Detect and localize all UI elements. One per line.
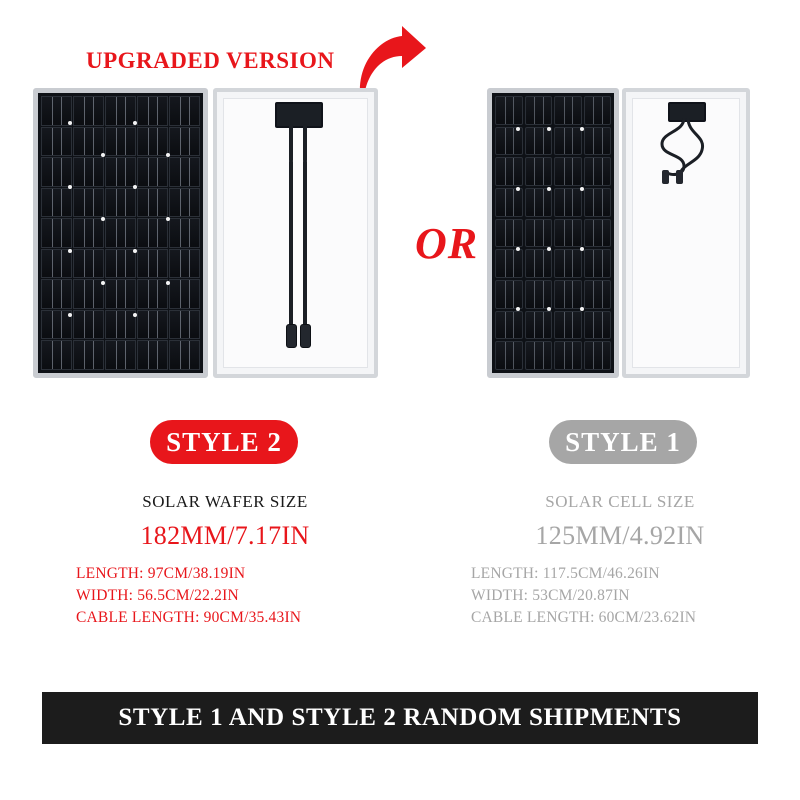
solar-cell [73,279,104,309]
solar-cell [169,157,200,187]
style-2-spec-block [60,492,390,629]
solar-cell [584,127,612,156]
coiled-cable-icon [654,116,724,186]
random-shipment-banner [42,692,758,744]
or-separator-label: OR [415,219,479,268]
solar-cell [554,249,582,278]
solar-cell [525,249,553,278]
solar-cell [584,96,612,125]
cell-marker [68,249,72,253]
solar-cell [105,127,136,157]
random-shipment-banner-text: STYLE 1 AND STYLE 2 RANDOM SHIPMENTS [118,704,682,731]
cell-marker [133,249,137,253]
solar-cell [495,96,523,125]
spec-line: LENGTH: 97CM/38.19IN [76,565,246,582]
solar-cell [584,249,612,278]
junction-box-icon [275,102,323,128]
spec-line: CABLE LENGTH: 60CM/23.62IN [471,609,697,626]
mc4-connector-icon [300,324,311,348]
cell-marker [68,185,72,189]
solar-cell [169,188,200,218]
solar-cell [105,340,136,370]
solar-cell [554,280,582,309]
style-2-spec-title: SOLAR WAFER SIZE [142,492,308,511]
solar-cell [137,340,168,370]
solar-cell [73,340,104,370]
solar-cell [41,157,72,187]
cable-segment [289,160,293,328]
solar-cell [105,157,136,187]
solar-cell [554,341,582,370]
solar-cell [41,340,72,370]
solar-cell [105,96,136,126]
cell-marker [516,127,520,131]
cell-marker [166,217,170,221]
solar-cell [554,188,582,217]
cable-segment [303,160,307,328]
solar-cell [41,279,72,309]
solar-cell [169,218,200,248]
solar-cell [73,249,104,279]
solar-cell [525,157,553,186]
cell-marker [101,281,105,285]
solar-cell [105,279,136,309]
cell-marker [580,127,584,131]
cell-marker [68,313,72,317]
solar-cell [554,157,582,186]
cell-marker [101,217,105,221]
solar-cell [554,96,582,125]
cell-marker [133,185,137,189]
solar-cell [73,157,104,187]
solar-panel-style2-back [213,88,378,378]
solar-cell [41,218,72,248]
solar-cell [137,249,168,279]
cell-marker [547,187,551,191]
solar-cell [137,310,168,340]
style-1-spec-title: SOLAR CELL SIZE [545,492,695,511]
cell-marker [580,307,584,311]
solar-cell [584,157,612,186]
solar-cell [169,96,200,126]
solar-cell [105,188,136,218]
solar-cell [554,311,582,340]
solar-cell [495,311,523,340]
solar-cell [584,188,612,217]
spec-line: WIDTH: 53CM/20.87IN [471,587,630,604]
solar-panel-style2-front [33,88,208,378]
solar-cell [41,127,72,157]
spec-line: LENGTH: 117.5CM/46.26IN [471,565,660,582]
solar-cell [41,249,72,279]
solar-cell-grid [495,96,611,370]
solar-cell [495,157,523,186]
solar-cell [41,188,72,218]
cable-segment [289,124,293,162]
solar-cell [137,188,168,218]
solar-cell [105,218,136,248]
solar-cell [525,188,553,217]
solar-cell [495,249,523,278]
solar-cell [525,280,553,309]
style-2-spec-list [60,563,390,629]
solar-cell [73,127,104,157]
cell-marker [133,121,137,125]
solar-cell [137,96,168,126]
solar-cell [73,218,104,248]
cell-marker [547,127,551,131]
solar-cell [73,310,104,340]
cell-marker [166,281,170,285]
cell-marker [516,307,520,311]
solar-cell [525,311,553,340]
cell-marker [101,153,105,157]
cell-marker [516,187,520,191]
style-1-badge: STYLE 1 [549,420,697,464]
solar-panel-style1-back [622,88,750,378]
style-2-badge: STYLE 2 [150,420,298,464]
solar-cell [495,341,523,370]
upgraded-version-label: UPGRADED VERSION [86,48,335,73]
style-2-spec-value: 182MM/7.17IN [140,521,310,550]
solar-cell [584,341,612,370]
cell-marker [580,187,584,191]
cell-marker [68,121,72,125]
solar-cell [584,280,612,309]
solar-cell [169,310,200,340]
solar-cell [73,188,104,218]
solar-cell [169,279,200,309]
solar-cell [525,219,553,248]
style-1-spec-block [455,492,785,629]
solar-cell [584,219,612,248]
cell-marker [133,313,137,317]
cell-marker [580,247,584,251]
solar-cell [169,127,200,157]
solar-cell [525,96,553,125]
solar-cell [584,311,612,340]
cell-marker [547,247,551,251]
solar-cell [137,279,168,309]
cell-marker [166,153,170,157]
solar-cell [169,340,200,370]
solar-cell [554,219,582,248]
solar-cell [137,218,168,248]
solar-cell [495,188,523,217]
solar-cell [169,249,200,279]
solar-cell-grid [41,96,200,370]
solar-cell [105,249,136,279]
style-1-spec-list [455,563,785,629]
solar-cell [495,280,523,309]
solar-cell [554,127,582,156]
solar-cell [495,219,523,248]
solar-cell [525,341,553,370]
cell-marker [516,247,520,251]
solar-cell [137,157,168,187]
spec-line: CABLE LENGTH: 90CM/35.43IN [76,609,302,626]
cable-segment [303,124,307,162]
solar-cell [137,127,168,157]
solar-cell [73,96,104,126]
cell-marker [547,307,551,311]
solar-panel-style1-front [487,88,619,378]
style-1-spec-value: 125MM/4.92IN [535,521,705,550]
spec-line: WIDTH: 56.5CM/22.2IN [76,587,239,604]
mc4-connector-icon [286,324,297,348]
solar-cell [105,310,136,340]
